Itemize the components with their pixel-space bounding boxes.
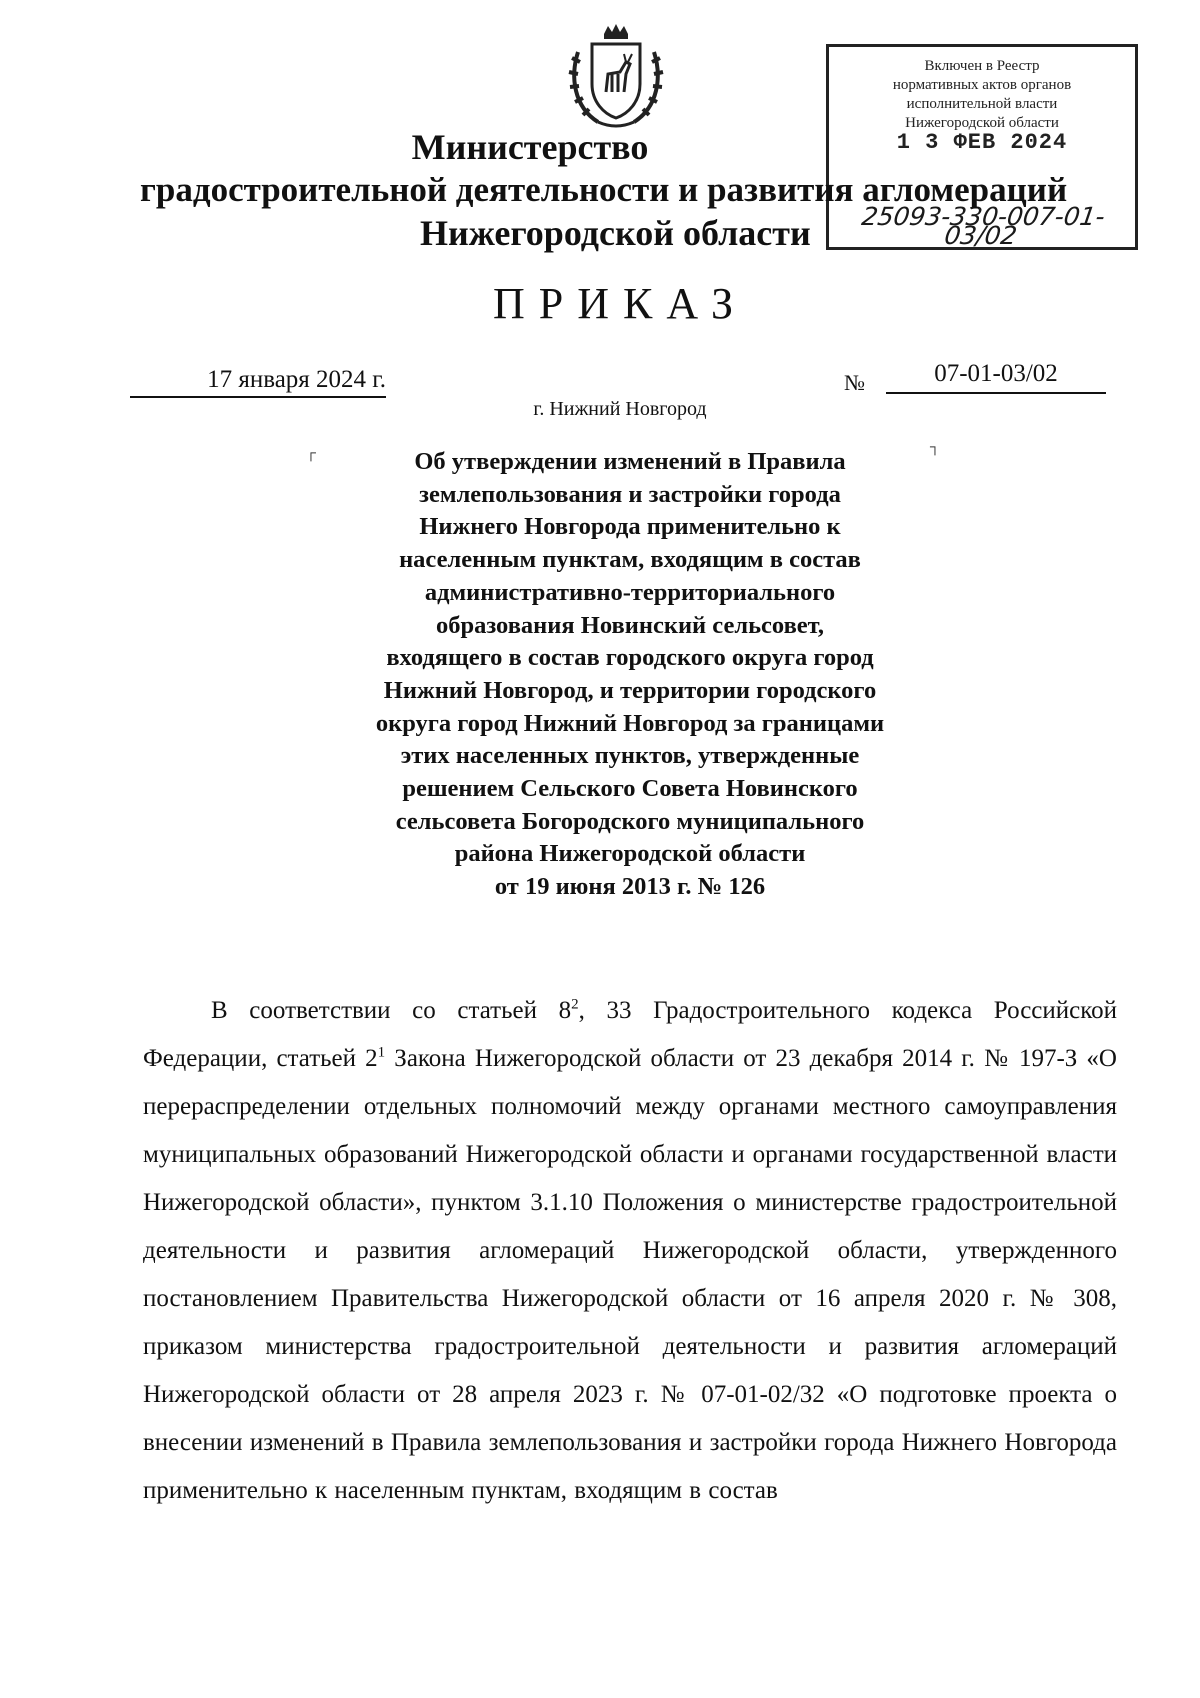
title-line: округа город Нижний Новгород за границами bbox=[375, 709, 885, 737]
title-line: этих населенных пунктов, утвержденные bbox=[400, 742, 860, 770]
order-date: 17 января 2024 г. bbox=[130, 366, 386, 398]
ministry-title-line-3: Нижегородской области bbox=[420, 213, 811, 253]
superscript-article-number: 1 bbox=[377, 1044, 386, 1061]
stamp-line-2: нормативных актов органов bbox=[892, 77, 1072, 93]
ministry-title-line-2: градостроительной деятельности и развития агломераций bbox=[140, 170, 1068, 209]
title-corner-bracket-right: ┐ bbox=[930, 440, 940, 455]
title-line: землепользования и застройки города bbox=[419, 480, 841, 508]
ministry-title-line-1: Министерство bbox=[411, 127, 649, 167]
stamp-line-3: исполнительной власти bbox=[906, 96, 1058, 112]
title-line: района Нижегородской области bbox=[454, 840, 806, 868]
stamp-line-1: Включен в Реестр bbox=[924, 58, 1040, 74]
title-line: Нижний Новгород, и территории городского bbox=[383, 676, 877, 704]
stamp-date: 1 3 ФЕВ 2024 bbox=[896, 130, 1068, 155]
superscript-article-number: 2 bbox=[571, 996, 579, 1013]
body-text-middle: , 33 Градостроительного кодекса Российской Федерации, статьей 2 bbox=[143, 997, 1117, 1072]
title-line: сельсовета Богородского муниципального bbox=[395, 807, 865, 835]
place-of-issue: г. Нижний Новгород bbox=[533, 398, 707, 420]
title-line: от 19 июня 2013 г. № 126 bbox=[494, 873, 766, 901]
body-text-rest: Закона Нижегородской области от 23 декабря 2014 г. № 197-З «О перераспределении отдельных полномочий между органами местного самоуправления муниципальных образований Нижегородской области и органами государственной власти Нижегородской области», пунктом 3.1.10 Положения о министерстве градостроительной деятельности и развития агломераций Нижегородской области, утвержденного постановлением Правительства Нижегородской области от 16 апреля 2020 г. № 308, приказом министерства градостроительной деятельности и развития агломераций Нижегородской области от 28 апреля 2023 г. № 07-01-02/32 «О подготовке проекта о внесении изменений в Правила землепользования и застройки города Нижнего Новгорода применительно к населенным пунктам, входящим в состав bbox=[143, 1045, 1117, 1504]
order-number: 07-01-03/02 bbox=[886, 360, 1106, 394]
stamp-line-4: Нижегородской области bbox=[905, 115, 1059, 131]
title-line: Об утверждении изменений в Правила bbox=[414, 448, 846, 475]
stamp-registration-number: 25093-330-007-01-03/02 bbox=[859, 202, 1107, 250]
body-paragraph bbox=[143, 987, 1117, 1515]
title-line: решением Сельского Совета Новинского bbox=[402, 775, 858, 803]
title-corner-bracket-left: ┌ bbox=[306, 446, 316, 461]
number-sign: № bbox=[844, 370, 865, 395]
order-title bbox=[320, 446, 940, 904]
title-line: административно-территориального bbox=[424, 578, 836, 606]
title-line: Нижнего Новгорода применительно к bbox=[419, 513, 841, 541]
coat-of-arms-icon bbox=[568, 22, 664, 132]
document-type-heading: ПРИКАЗ bbox=[492, 279, 748, 328]
title-line: населенным пунктам, входящим в состав bbox=[399, 546, 861, 574]
body-text-start: В соответствии со статьей 8 bbox=[211, 997, 572, 1024]
title-line: входящего в состав городского округа город bbox=[386, 644, 874, 672]
title-line: образования Новинский сельсовет, bbox=[435, 611, 824, 639]
